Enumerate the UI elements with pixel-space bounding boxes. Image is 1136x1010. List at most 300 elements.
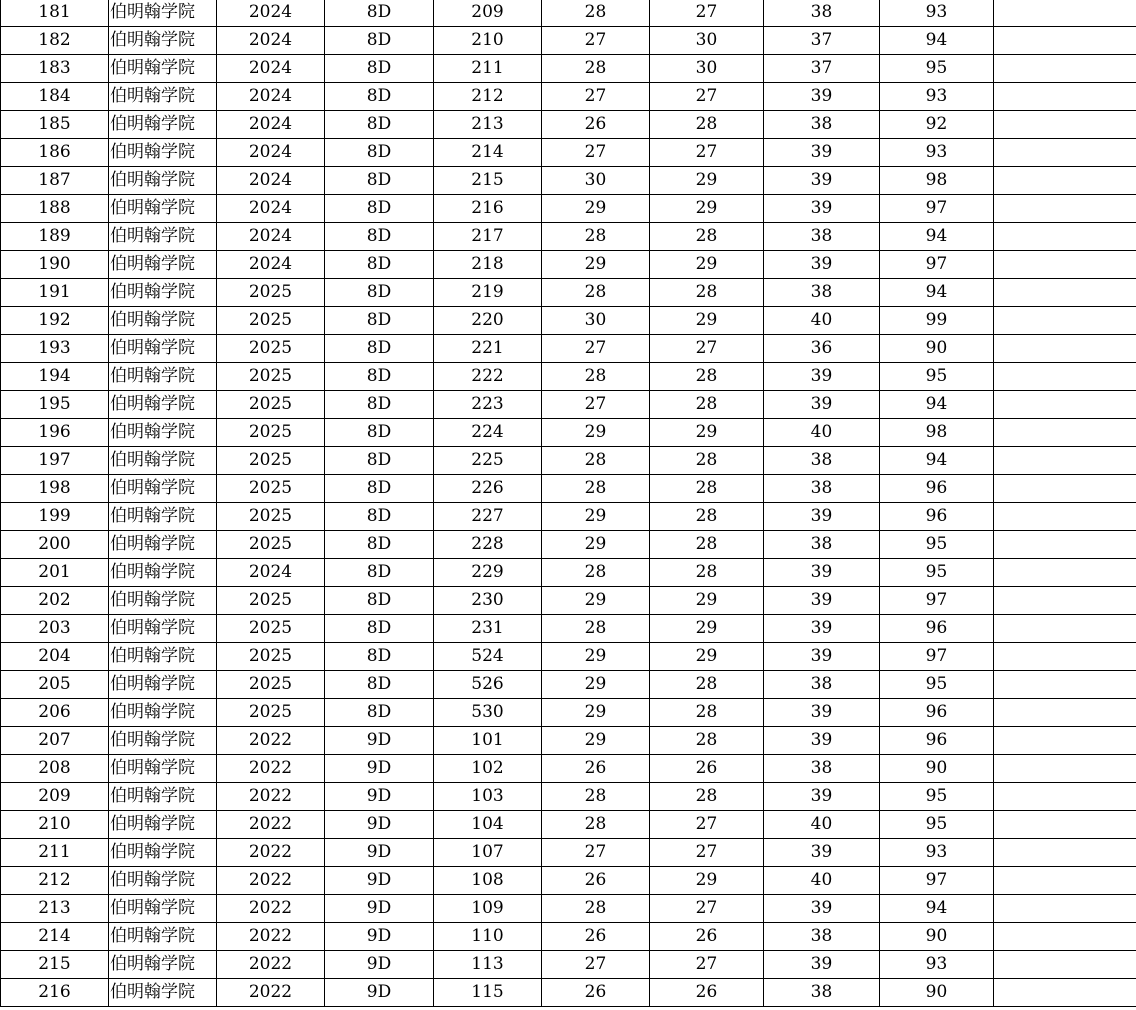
class-cell[interactable]: 9D [325,783,434,811]
empty-cell[interactable] [994,783,1136,811]
row-number-cell[interactable]: 198 [1,475,109,503]
student-id-cell[interactable]: 209 [434,0,542,27]
score-a-cell[interactable]: 27 [542,839,650,867]
score-c-cell[interactable]: 39 [764,783,880,811]
row-number-cell[interactable]: 203 [1,615,109,643]
score-c-cell[interactable]: 38 [764,531,880,559]
score-c-cell[interactable]: 39 [764,251,880,279]
school-cell[interactable]: 伯明翰学院 [109,195,217,223]
student-id-cell[interactable]: 213 [434,111,542,139]
score-c-cell[interactable]: 40 [764,307,880,335]
empty-cell[interactable] [994,447,1136,475]
student-id-cell[interactable]: 115 [434,979,542,1007]
score-b-cell[interactable]: 28 [650,699,764,727]
year-cell[interactable]: 2025 [217,363,325,391]
empty-cell[interactable] [994,167,1136,195]
empty-cell[interactable] [994,27,1136,55]
score-c-cell[interactable]: 38 [764,979,880,1007]
year-cell[interactable]: 2022 [217,783,325,811]
row-number-cell[interactable]: 200 [1,531,109,559]
total-cell[interactable]: 99 [880,307,994,335]
total-cell[interactable]: 94 [880,279,994,307]
score-a-cell[interactable]: 26 [542,979,650,1007]
total-cell[interactable]: 93 [880,139,994,167]
year-cell[interactable]: 2025 [217,475,325,503]
year-cell[interactable]: 2024 [217,55,325,83]
total-cell[interactable]: 98 [880,419,994,447]
student-id-cell[interactable]: 226 [434,475,542,503]
score-c-cell[interactable]: 38 [764,755,880,783]
score-a-cell[interactable]: 26 [542,923,650,951]
student-id-cell[interactable]: 231 [434,615,542,643]
class-cell[interactable]: 8D [325,111,434,139]
student-id-cell[interactable]: 225 [434,447,542,475]
class-cell[interactable]: 8D [325,83,434,111]
row-number-cell[interactable]: 189 [1,223,109,251]
score-c-cell[interactable]: 39 [764,363,880,391]
year-cell[interactable]: 2022 [217,811,325,839]
class-cell[interactable]: 8D [325,307,434,335]
total-cell[interactable]: 93 [880,951,994,979]
year-cell[interactable]: 2025 [217,615,325,643]
empty-cell[interactable] [994,839,1136,867]
school-cell[interactable]: 伯明翰学院 [109,587,217,615]
class-cell[interactable]: 8D [325,531,434,559]
score-a-cell[interactable]: 29 [542,727,650,755]
empty-cell[interactable] [994,111,1136,139]
year-cell[interactable]: 2025 [217,279,325,307]
school-cell[interactable]: 伯明翰学院 [109,923,217,951]
score-a-cell[interactable]: 29 [542,587,650,615]
score-b-cell[interactable]: 28 [650,531,764,559]
row-number-cell[interactable]: 208 [1,755,109,783]
year-cell[interactable]: 2024 [217,27,325,55]
score-a-cell[interactable]: 28 [542,559,650,587]
student-id-cell[interactable]: 212 [434,83,542,111]
student-id-cell[interactable]: 224 [434,419,542,447]
score-b-cell[interactable]: 30 [650,27,764,55]
student-id-cell[interactable]: 101 [434,727,542,755]
score-b-cell[interactable]: 28 [650,363,764,391]
year-cell[interactable]: 2025 [217,699,325,727]
student-id-cell[interactable]: 103 [434,783,542,811]
school-cell[interactable]: 伯明翰学院 [109,335,217,363]
total-cell[interactable]: 98 [880,167,994,195]
score-b-cell[interactable]: 28 [650,279,764,307]
row-number-cell[interactable]: 188 [1,195,109,223]
student-id-cell[interactable]: 211 [434,55,542,83]
row-number-cell[interactable]: 196 [1,419,109,447]
year-cell[interactable]: 2024 [217,223,325,251]
year-cell[interactable]: 2024 [217,559,325,587]
school-cell[interactable]: 伯明翰学院 [109,447,217,475]
score-c-cell[interactable]: 38 [764,475,880,503]
score-c-cell[interactable]: 39 [764,559,880,587]
empty-cell[interactable] [994,755,1136,783]
empty-cell[interactable] [994,643,1136,671]
row-number-cell[interactable]: 215 [1,951,109,979]
year-cell[interactable]: 2022 [217,727,325,755]
student-id-cell[interactable]: 229 [434,559,542,587]
score-c-cell[interactable]: 39 [764,615,880,643]
score-c-cell[interactable]: 37 [764,55,880,83]
score-a-cell[interactable]: 27 [542,83,650,111]
total-cell[interactable]: 95 [880,671,994,699]
score-b-cell[interactable]: 27 [650,0,764,27]
score-c-cell[interactable]: 38 [764,279,880,307]
year-cell[interactable]: 2025 [217,587,325,615]
empty-cell[interactable] [994,923,1136,951]
score-a-cell[interactable]: 28 [542,475,650,503]
class-cell[interactable]: 9D [325,755,434,783]
school-cell[interactable]: 伯明翰学院 [109,139,217,167]
score-c-cell[interactable]: 39 [764,587,880,615]
empty-cell[interactable] [994,867,1136,895]
school-cell[interactable]: 伯明翰学院 [109,419,217,447]
empty-cell[interactable] [994,419,1136,447]
class-cell[interactable]: 8D [325,671,434,699]
score-c-cell[interactable]: 38 [764,111,880,139]
year-cell[interactable]: 2024 [217,167,325,195]
score-c-cell[interactable]: 40 [764,867,880,895]
student-id-cell[interactable]: 227 [434,503,542,531]
class-cell[interactable]: 9D [325,727,434,755]
student-id-cell[interactable]: 223 [434,391,542,419]
class-cell[interactable]: 8D [325,559,434,587]
school-cell[interactable]: 伯明翰学院 [109,811,217,839]
year-cell[interactable]: 2024 [217,111,325,139]
school-cell[interactable]: 伯明翰学院 [109,503,217,531]
row-number-cell[interactable]: 210 [1,811,109,839]
row-number-cell[interactable]: 201 [1,559,109,587]
total-cell[interactable]: 93 [880,0,994,27]
score-b-cell[interactable]: 27 [650,811,764,839]
score-a-cell[interactable]: 26 [542,755,650,783]
student-id-cell[interactable]: 524 [434,643,542,671]
score-c-cell[interactable]: 39 [764,391,880,419]
score-a-cell[interactable]: 28 [542,783,650,811]
school-cell[interactable]: 伯明翰学院 [109,783,217,811]
student-id-cell[interactable]: 214 [434,139,542,167]
score-c-cell[interactable]: 37 [764,27,880,55]
score-a-cell[interactable]: 29 [542,419,650,447]
score-b-cell[interactable]: 30 [650,55,764,83]
empty-cell[interactable] [994,615,1136,643]
school-cell[interactable]: 伯明翰学院 [109,755,217,783]
student-id-cell[interactable]: 218 [434,251,542,279]
score-b-cell[interactable]: 27 [650,335,764,363]
row-number-cell[interactable]: 185 [1,111,109,139]
row-number-cell[interactable]: 206 [1,699,109,727]
empty-cell[interactable] [994,335,1136,363]
year-cell[interactable]: 2022 [217,895,325,923]
score-b-cell[interactable]: 28 [650,727,764,755]
school-cell[interactable]: 伯明翰学院 [109,699,217,727]
score-c-cell[interactable]: 39 [764,699,880,727]
student-id-cell[interactable]: 526 [434,671,542,699]
score-b-cell[interactable]: 28 [650,391,764,419]
row-number-cell[interactable]: 194 [1,363,109,391]
school-cell[interactable]: 伯明翰学院 [109,55,217,83]
total-cell[interactable]: 97 [880,867,994,895]
score-b-cell[interactable]: 28 [650,223,764,251]
total-cell[interactable]: 94 [880,447,994,475]
year-cell[interactable]: 2024 [217,139,325,167]
score-c-cell[interactable]: 39 [764,895,880,923]
student-id-cell[interactable]: 107 [434,839,542,867]
row-number-cell[interactable]: 195 [1,391,109,419]
score-c-cell[interactable]: 38 [764,447,880,475]
empty-cell[interactable] [994,307,1136,335]
total-cell[interactable]: 97 [880,251,994,279]
class-cell[interactable]: 8D [325,195,434,223]
student-id-cell[interactable]: 221 [434,335,542,363]
total-cell[interactable]: 95 [880,783,994,811]
school-cell[interactable]: 伯明翰学院 [109,307,217,335]
score-a-cell[interactable]: 29 [542,671,650,699]
score-b-cell[interactable]: 27 [650,895,764,923]
score-b-cell[interactable]: 26 [650,755,764,783]
school-cell[interactable]: 伯明翰学院 [109,727,217,755]
class-cell[interactable]: 8D [325,475,434,503]
score-c-cell[interactable]: 38 [764,0,880,27]
total-cell[interactable]: 90 [880,923,994,951]
total-cell[interactable]: 97 [880,587,994,615]
total-cell[interactable]: 94 [880,27,994,55]
student-id-cell[interactable]: 230 [434,587,542,615]
score-a-cell[interactable]: 30 [542,307,650,335]
empty-cell[interactable] [994,559,1136,587]
row-number-cell[interactable]: 214 [1,923,109,951]
class-cell[interactable]: 8D [325,335,434,363]
row-number-cell[interactable]: 186 [1,139,109,167]
school-cell[interactable]: 伯明翰学院 [109,531,217,559]
row-number-cell[interactable]: 187 [1,167,109,195]
class-cell[interactable]: 8D [325,139,434,167]
score-b-cell[interactable]: 28 [650,111,764,139]
class-cell[interactable]: 8D [325,391,434,419]
score-b-cell[interactable]: 29 [650,615,764,643]
score-a-cell[interactable]: 29 [542,643,650,671]
score-c-cell[interactable]: 38 [764,923,880,951]
row-number-cell[interactable]: 207 [1,727,109,755]
year-cell[interactable]: 2022 [217,755,325,783]
empty-cell[interactable] [994,951,1136,979]
class-cell[interactable]: 8D [325,503,434,531]
class-cell[interactable]: 9D [325,811,434,839]
row-number-cell[interactable]: 209 [1,783,109,811]
score-b-cell[interactable]: 29 [650,587,764,615]
score-b-cell[interactable]: 29 [650,251,764,279]
score-a-cell[interactable]: 27 [542,951,650,979]
score-b-cell[interactable]: 27 [650,951,764,979]
school-cell[interactable]: 伯明翰学院 [109,671,217,699]
row-number-cell[interactable]: 181 [1,0,109,27]
row-number-cell[interactable]: 216 [1,979,109,1007]
score-a-cell[interactable]: 26 [542,867,650,895]
year-cell[interactable]: 2025 [217,671,325,699]
school-cell[interactable]: 伯明翰学院 [109,111,217,139]
score-a-cell[interactable]: 30 [542,167,650,195]
total-cell[interactable]: 96 [880,727,994,755]
year-cell[interactable]: 2025 [217,643,325,671]
score-a-cell[interactable]: 28 [542,895,650,923]
score-b-cell[interactable]: 26 [650,979,764,1007]
row-number-cell[interactable]: 190 [1,251,109,279]
score-a-cell[interactable]: 28 [542,55,650,83]
score-a-cell[interactable]: 28 [542,811,650,839]
score-a-cell[interactable]: 28 [542,279,650,307]
score-a-cell[interactable]: 28 [542,223,650,251]
empty-cell[interactable] [994,895,1136,923]
score-b-cell[interactable]: 26 [650,923,764,951]
score-a-cell[interactable]: 27 [542,139,650,167]
total-cell[interactable]: 95 [880,811,994,839]
score-b-cell[interactable]: 28 [650,783,764,811]
score-a-cell[interactable]: 29 [542,699,650,727]
score-a-cell[interactable]: 29 [542,251,650,279]
year-cell[interactable]: 2022 [217,839,325,867]
empty-cell[interactable] [994,83,1136,111]
score-b-cell[interactable]: 27 [650,83,764,111]
empty-cell[interactable] [994,587,1136,615]
score-a-cell[interactable]: 28 [542,615,650,643]
student-id-cell[interactable]: 216 [434,195,542,223]
class-cell[interactable]: 8D [325,279,434,307]
year-cell[interactable]: 2025 [217,307,325,335]
score-a-cell[interactable]: 27 [542,27,650,55]
year-cell[interactable]: 2025 [217,531,325,559]
score-a-cell[interactable]: 27 [542,335,650,363]
class-cell[interactable]: 9D [325,867,434,895]
empty-cell[interactable] [994,251,1136,279]
score-a-cell[interactable]: 26 [542,111,650,139]
row-number-cell[interactable]: 191 [1,279,109,307]
year-cell[interactable]: 2022 [217,867,325,895]
school-cell[interactable]: 伯明翰学院 [109,615,217,643]
school-cell[interactable]: 伯明翰学院 [109,839,217,867]
row-number-cell[interactable]: 193 [1,335,109,363]
student-id-cell[interactable]: 219 [434,279,542,307]
school-cell[interactable]: 伯明翰学院 [109,223,217,251]
total-cell[interactable]: 90 [880,979,994,1007]
class-cell[interactable]: 8D [325,27,434,55]
score-b-cell[interactable]: 28 [650,559,764,587]
row-number-cell[interactable]: 182 [1,27,109,55]
total-cell[interactable]: 95 [880,363,994,391]
school-cell[interactable]: 伯明翰学院 [109,83,217,111]
score-b-cell[interactable]: 29 [650,867,764,895]
year-cell[interactable]: 2025 [217,391,325,419]
row-number-cell[interactable]: 211 [1,839,109,867]
empty-cell[interactable] [994,139,1136,167]
year-cell[interactable]: 2022 [217,979,325,1007]
empty-cell[interactable] [994,727,1136,755]
total-cell[interactable]: 90 [880,755,994,783]
year-cell[interactable]: 2022 [217,951,325,979]
score-c-cell[interactable]: 39 [764,839,880,867]
score-c-cell[interactable]: 39 [764,139,880,167]
school-cell[interactable]: 伯明翰学院 [109,363,217,391]
empty-cell[interactable] [994,391,1136,419]
total-cell[interactable]: 93 [880,83,994,111]
row-number-cell[interactable]: 205 [1,671,109,699]
score-a-cell[interactable]: 28 [542,363,650,391]
school-cell[interactable]: 伯明翰学院 [109,979,217,1007]
score-c-cell[interactable]: 39 [764,195,880,223]
student-id-cell[interactable]: 217 [434,223,542,251]
row-number-cell[interactable]: 213 [1,895,109,923]
school-cell[interactable]: 伯明翰学院 [109,643,217,671]
class-cell[interactable]: 9D [325,923,434,951]
score-c-cell[interactable]: 39 [764,643,880,671]
year-cell[interactable]: 2025 [217,419,325,447]
class-cell[interactable]: 9D [325,951,434,979]
year-cell[interactable]: 2022 [217,923,325,951]
year-cell[interactable]: 2024 [217,251,325,279]
class-cell[interactable]: 8D [325,167,434,195]
school-cell[interactable]: 伯明翰学院 [109,475,217,503]
student-id-cell[interactable]: 210 [434,27,542,55]
score-a-cell[interactable]: 29 [542,531,650,559]
score-a-cell[interactable]: 28 [542,447,650,475]
score-c-cell[interactable]: 40 [764,419,880,447]
class-cell[interactable]: 9D [325,979,434,1007]
total-cell[interactable]: 94 [880,223,994,251]
student-id-cell[interactable]: 104 [434,811,542,839]
total-cell[interactable]: 97 [880,195,994,223]
total-cell[interactable]: 94 [880,895,994,923]
empty-cell[interactable] [994,363,1136,391]
class-cell[interactable]: 8D [325,55,434,83]
empty-cell[interactable] [994,531,1136,559]
row-number-cell[interactable]: 212 [1,867,109,895]
student-id-cell[interactable]: 530 [434,699,542,727]
score-a-cell[interactable]: 27 [542,391,650,419]
score-a-cell[interactable]: 29 [542,195,650,223]
empty-cell[interactable] [994,811,1136,839]
score-a-cell[interactable]: 29 [542,503,650,531]
score-c-cell[interactable]: 39 [764,727,880,755]
school-cell[interactable]: 伯明翰学院 [109,951,217,979]
row-number-cell[interactable]: 199 [1,503,109,531]
total-cell[interactable]: 93 [880,839,994,867]
row-number-cell[interactable]: 183 [1,55,109,83]
score-b-cell[interactable]: 28 [650,671,764,699]
year-cell[interactable]: 2024 [217,195,325,223]
total-cell[interactable]: 92 [880,111,994,139]
score-b-cell[interactable]: 27 [650,139,764,167]
school-cell[interactable]: 伯明翰学院 [109,391,217,419]
class-cell[interactable]: 9D [325,839,434,867]
total-cell[interactable]: 96 [880,503,994,531]
score-b-cell[interactable]: 27 [650,839,764,867]
class-cell[interactable]: 8D [325,643,434,671]
total-cell[interactable]: 96 [880,699,994,727]
total-cell[interactable]: 96 [880,615,994,643]
student-id-cell[interactable]: 110 [434,923,542,951]
student-id-cell[interactable]: 113 [434,951,542,979]
year-cell[interactable]: 2025 [217,335,325,363]
total-cell[interactable]: 95 [880,559,994,587]
class-cell[interactable]: 8D [325,251,434,279]
student-id-cell[interactable]: 220 [434,307,542,335]
empty-cell[interactable] [994,223,1136,251]
total-cell[interactable]: 96 [880,475,994,503]
school-cell[interactable]: 伯明翰学院 [109,559,217,587]
row-number-cell[interactable]: 197 [1,447,109,475]
score-c-cell[interactable]: 36 [764,335,880,363]
